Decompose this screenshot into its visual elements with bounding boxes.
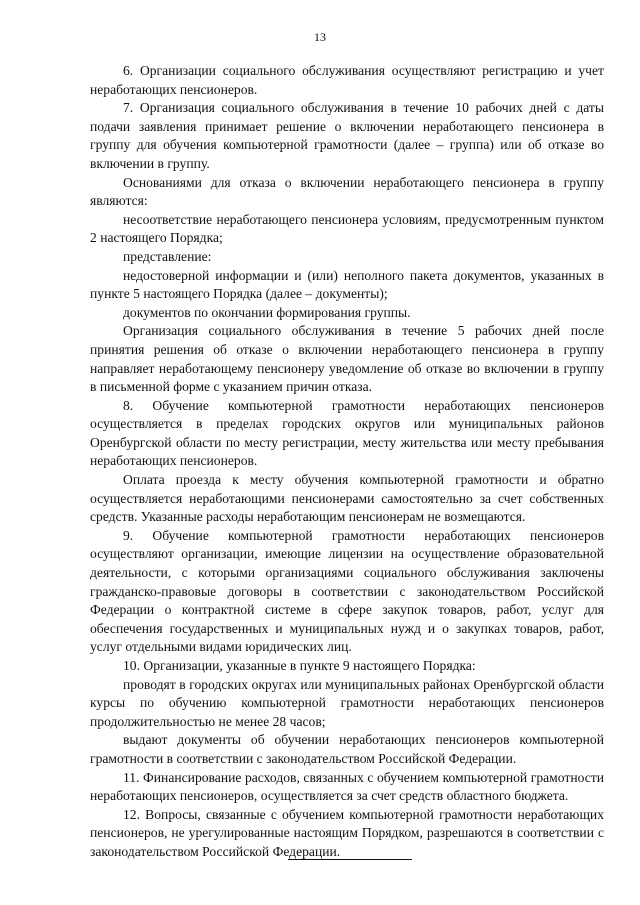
paragraph-refusal-ground-late-docs: документов по окончании формирования группы. <box>123 304 411 320</box>
paragraph-7: 7. Организация социального обслуживания в течение 10 рабочих дней с даты подачи заявления принимает решение о включении неработающего пенсионера в группу для обучения компьютерной грамотности (далее – группа) или об отказе во включении в группу. <box>90 100 604 171</box>
paragraph-8: 8. Обучение компьютерной грамотности неработающих пенсионеров осуществляется в пределах городских округов или муниципальных районов Оренбургской области по месту регистрации, месту жительства или месту пребывания неработающих пенсионеров. <box>90 397 604 469</box>
paragraph-10-certificates: выдают документы об обучении неработающих пенсионеров компьютерной грамотности в соответствии с законодательством Российской Федерации. <box>90 732 604 766</box>
document-body <box>90 62 604 862</box>
paragraph-submission: представление: <box>123 248 212 264</box>
paragraph-9: 9. Обучение компьютерной грамотности неработающих пенсионеров осуществляют организации, имеющие лицензии на осуществление образовательной деятельности, с которыми организациями социального обслуживания заключены гражданско-правовые договоры в соответствии с законодательством Российской Федерации о контрактной системе в сфере закупок товаров, работ, услуг для обеспечения государственных и муниципальных нужд и о закупках товаров, работ, услуг отдельными видами юридических лиц. <box>90 527 604 655</box>
page-number: 13 <box>314 30 326 44</box>
end-of-document-rule <box>288 859 412 860</box>
paragraph-12: 12. Вопросы, связанные с обучением компьютерной грамотности неработающих пенсионеров, не урегулированные настоящим Порядком, разрешаются в соответствии с законодательством Российской Федерации. <box>90 806 604 859</box>
paragraph-travel-payment: Оплата проезда к месту обучения компьютерной грамотности и обратно осуществляется неработающими пенсионерами самостоятельно за счет собственных средств. Указанные расходы неработающим пенсионерам не возмещаются. <box>90 472 604 525</box>
paragraph-10: 10. Организации, указанные в пункте 9 настоящего Порядка: <box>123 658 476 673</box>
paragraph-refusal-ground-mismatch: несоответствие неработающего пенсионера условиям, предусмотренным пунктом 2 настоящего Порядка; <box>90 211 604 246</box>
paragraph-refusal-grounds: Основаниями для отказа о включении неработающего пенсионера в группу являются: <box>90 174 604 209</box>
paragraph-10-courses: проводят в городских округах или муниципальных районах Оренбургской области курсы по обучению компьютерной грамотности неработающих пенсионеров продолжительностью не менее 28 часов; <box>90 676 604 729</box>
paragraph-refusal-notice: Организация социального обслуживания в течение 5 рабочих дней после принятия решения об отказе о включении неработающего пенсионера в группу направляет неработающему пенсионеру уведомление об отказе во включении в группу в письменной форме с указанием причин отказа. <box>90 323 604 395</box>
paragraph-6: 6. Организации социального обслуживания осуществляют регистрацию и учет неработающих пенсионеров. <box>90 63 604 97</box>
paragraph-11: 11. Финансирование расходов, связанных с обучением компьютерной грамотности неработающих пенсионеров, осуществляется за счет средств областного бюджета. <box>90 769 604 804</box>
paragraph-refusal-ground-invalid-info: недостоверной информации и (или) неполного пакета документов, указанных в пункте 5 настоящего Порядка (далее – документы); <box>90 267 604 302</box>
